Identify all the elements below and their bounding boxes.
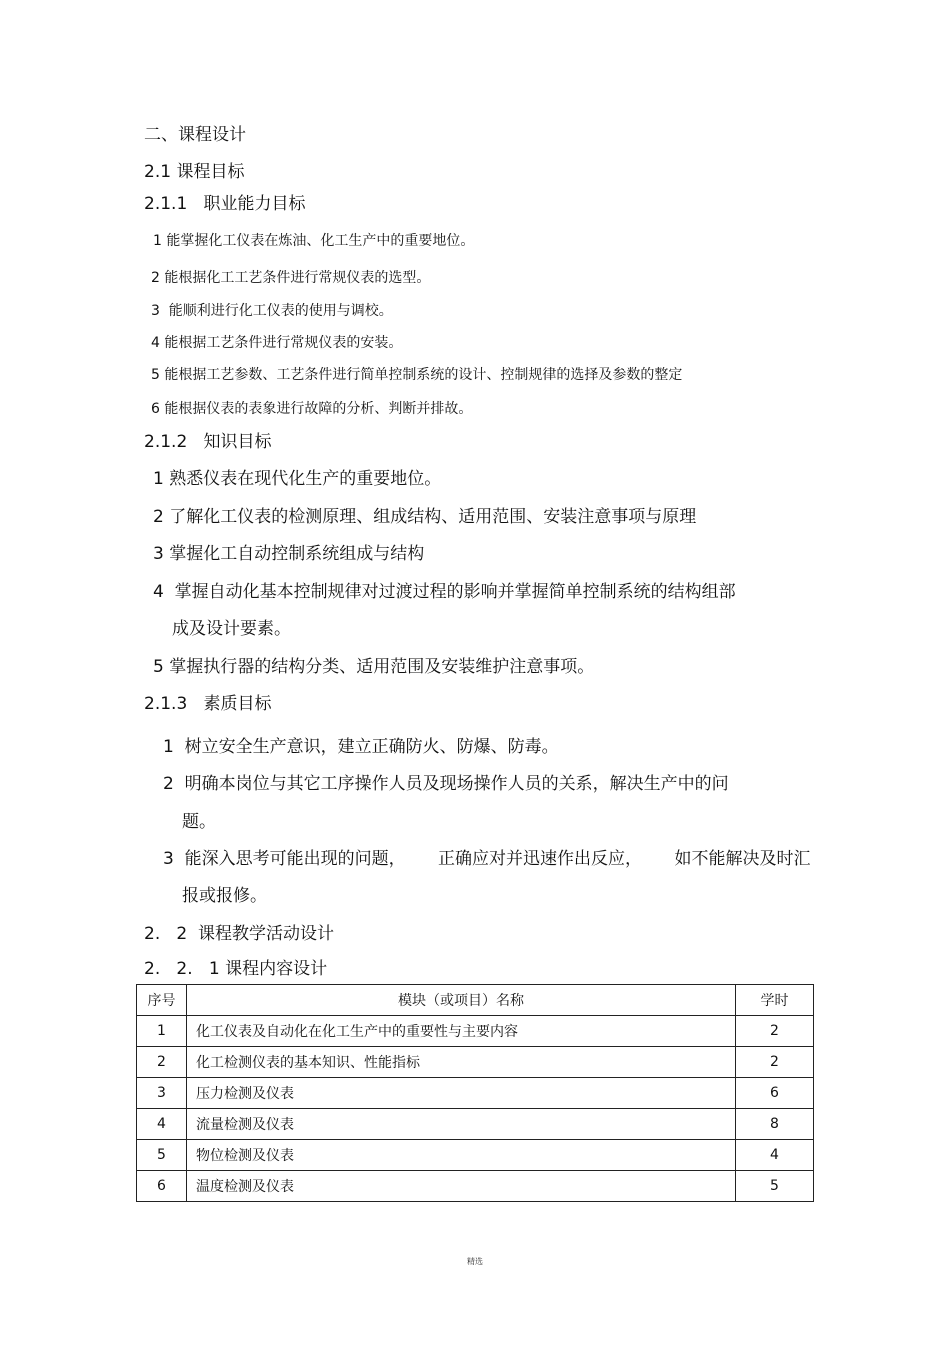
row-index: 1 bbox=[137, 1016, 187, 1047]
row-index: 6 bbox=[137, 1171, 187, 1202]
vocational-item-4: 4 能根据工艺条件进行常规仪表的安装。 bbox=[151, 335, 403, 351]
heading-2-1-2: 2.1.2 知识目标 bbox=[144, 432, 272, 452]
header-module-name: 模块（或项目）名称 bbox=[187, 985, 736, 1016]
header-hours: 学时 bbox=[736, 985, 814, 1016]
heading-2-1-1: 2.1.1 职业能力目标 bbox=[144, 194, 306, 214]
row-hours: 8 bbox=[736, 1109, 814, 1140]
vocational-item-1: 1 能掌握化工仪表在炼油、化工生产中的重要地位。 bbox=[153, 233, 475, 249]
table-row bbox=[137, 1140, 814, 1171]
row-index: 5 bbox=[137, 1140, 187, 1171]
row-hours: 6 bbox=[736, 1078, 814, 1109]
row-hours: 4 bbox=[736, 1140, 814, 1171]
heading-2-2-1: 2. 2. 1 课程内容设计 bbox=[144, 959, 328, 979]
knowledge-item-5: 5 掌握执行器的结构分类、适用范围及安装维护注意事项。 bbox=[153, 657, 595, 677]
table-row bbox=[137, 1171, 814, 1202]
vocational-item-5: 5 能根据工艺参数、工艺条件进行简单控制系统的设计、控制规律的选择及参数的整定 bbox=[151, 367, 683, 383]
vocational-item-3: 3 能顺利进行化工仪表的使用与调校。 bbox=[151, 303, 393, 319]
quality-item-3-cont: 报或报修。 bbox=[182, 886, 267, 906]
heading-2-2: 2. 2 课程教学活动设计 bbox=[144, 924, 335, 944]
table-header-row bbox=[137, 985, 814, 1016]
knowledge-item-4: 4 掌握自动化基本控制规律对过渡过程的影响并掌握简单控制系统的结构组部 bbox=[153, 582, 736, 602]
row-index: 2 bbox=[137, 1047, 187, 1078]
row-index: 4 bbox=[137, 1109, 187, 1140]
row-module-name: 流量检测及仪表 bbox=[187, 1109, 736, 1140]
row-module-name: 物位检测及仪表 bbox=[187, 1140, 736, 1171]
row-module-name: 化工检测仪表的基本知识、性能指标 bbox=[187, 1047, 736, 1078]
row-hours: 2 bbox=[736, 1016, 814, 1047]
quality-item-2-cont: 题。 bbox=[182, 812, 216, 832]
section-title: 二、课程设计 bbox=[144, 125, 246, 145]
table-row bbox=[137, 1016, 814, 1047]
row-index: 3 bbox=[137, 1078, 187, 1109]
knowledge-item-4-cont: 成及设计要素。 bbox=[172, 619, 291, 639]
row-hours: 5 bbox=[736, 1171, 814, 1202]
table-row bbox=[137, 1078, 814, 1109]
quality-item-1: 1 树立安全生产意识，建立正确防火、防爆、防毒。 bbox=[163, 737, 559, 757]
vocational-item-2: 2 能根据化工工艺条件进行常规仪表的选型。 bbox=[151, 270, 431, 286]
course-content-table bbox=[136, 984, 814, 1202]
row-hours: 2 bbox=[736, 1047, 814, 1078]
table-row bbox=[137, 1047, 814, 1078]
knowledge-item-3: 3 掌握化工自动控制系统组成与结构 bbox=[153, 544, 425, 564]
vocational-item-6: 6 能根据仪表的表象进行故障的分析、判断并排故。 bbox=[151, 401, 473, 417]
knowledge-item-2: 2 了解化工仪表的检测原理、组成结构、适用范围、安装注意事项与原理 bbox=[153, 507, 697, 527]
header-index: 序号 bbox=[137, 985, 187, 1016]
quality-item-2: 2 明确本岗位与其它工序操作人员及现场操作人员的关系，解决生产中的问 bbox=[163, 774, 729, 794]
table-row bbox=[137, 1109, 814, 1140]
row-module-name: 化工仪表及自动化在化工生产中的重要性与主要内容 bbox=[187, 1016, 736, 1047]
quality-item-3: 3 能深入思考可能出现的问题， 正确应对并迅速作出反应， 如不能解决及时汇 bbox=[163, 849, 811, 869]
heading-2-1-3: 2.1.3 素质目标 bbox=[144, 694, 272, 714]
page-footer: 精选 bbox=[467, 1257, 483, 1266]
row-module-name: 压力检测及仪表 bbox=[187, 1078, 736, 1109]
heading-2-1: 2.1 课程目标 bbox=[144, 162, 245, 182]
row-module-name: 温度检测及仪表 bbox=[187, 1171, 736, 1202]
knowledge-item-1: 1 熟悉仪表在现代化生产的重要地位。 bbox=[153, 469, 442, 489]
